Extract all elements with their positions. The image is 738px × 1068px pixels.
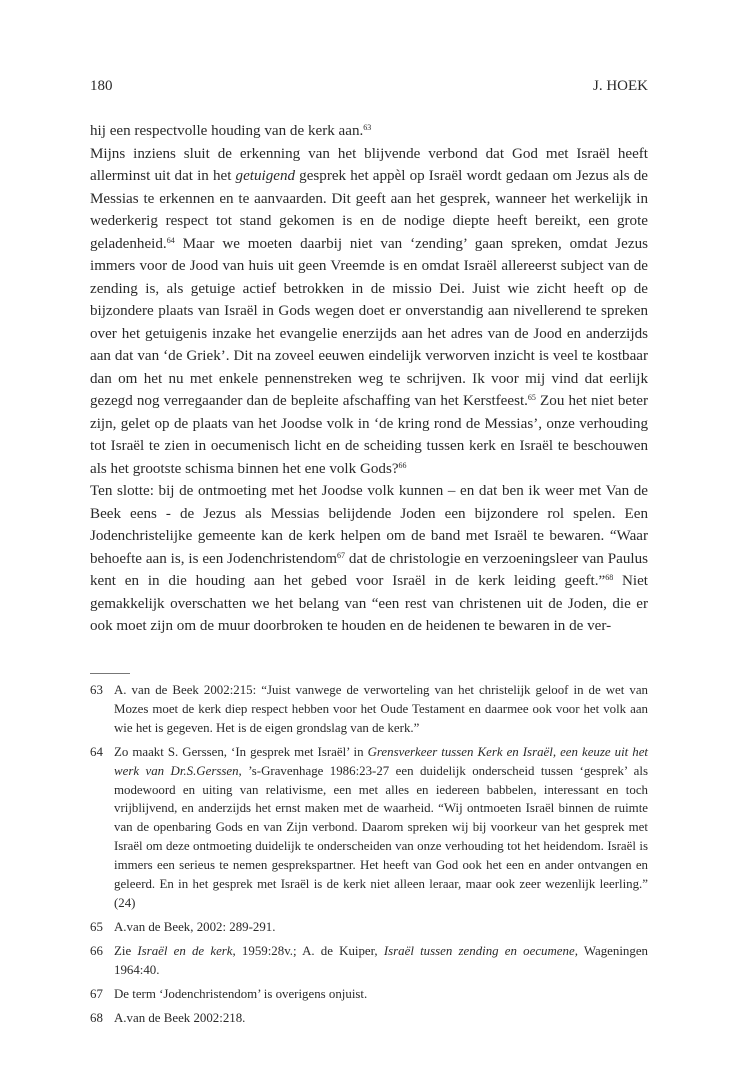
footnote-ref-65: 65 <box>527 393 536 402</box>
text-run: De term ‘Jodenchristendom’ is overigens onjuist. <box>114 986 368 1001</box>
text-run: dat de christologie en verzoeningsleer van Paulus kent en in die houding aan het gebed voor Israël in de kerk leiding geeft.” <box>90 550 648 589</box>
footnote-text <box>114 681 648 738</box>
paragraph-2 <box>90 143 648 481</box>
paragraph-3 <box>90 480 648 638</box>
body-text <box>90 120 648 638</box>
footnote-text <box>114 1009 648 1028</box>
footnote-ref-66: 66 <box>398 460 407 470</box>
footnote-number: 66 <box>90 943 103 958</box>
text-run: ’s-Gravenhage 1986:23-27 een duidelijk onderscheid tussen ‘gesprek’ als modewoord en uiting van relativisme, een met alles en iedereen babbelen, interessant en toch vrijblijvend, en anderzijds het ernst maken met de waarheid. “Wij ontmoeten Israël binnen de ruimte van de openbaring Gods en van Zijn verbond. Daarom spreken wij bij voorkeur van het gesprek met Israël om deze ontmoeting duidelijk te onderscheiden van onze verhouding tot het heidendom. Israël is immers een serieus te nemen gesprekspartner. Het heeft van God ook het een en ander ontvangen en geleerd. En in het gesprek met Israël is de kerk niet alleen leraar, maar ook zeer wezenlijk leerling.” (24) <box>114 763 649 910</box>
footnote-64 <box>90 743 648 913</box>
footnote-67 <box>90 985 648 1004</box>
text-run: gesprek het appèl op Israël wordt gedaan om Jezus als de Messias te erkennen en te aanvaarden. Dit geeft aan het gesprek, wanneer het werkelijk in wederkerig respect tot stand gekomen is en de nodige diepte heeft bereikt, een grote geladenheid. <box>90 168 648 252</box>
footnote-65 <box>90 918 648 937</box>
footnote-divider <box>90 673 130 674</box>
italic-run: Israël en de kerk, <box>137 943 236 958</box>
text-run: 1959:28v.; A. de Kuiper, <box>235 943 384 958</box>
text-run: Zou het niet beter zijn, gelet op de plaats van het Joodse volk in ‘de kring rond de Messias’, onze verhouding tot Israël te zien in oecumenisch licht en de scheiding tussen kerk en Israël te beschouwen als het grootste schisma binnen het ene volk Gods? <box>90 393 648 477</box>
footnote-text <box>114 942 648 980</box>
text-run: Zie <box>114 943 138 958</box>
footnote-text <box>114 918 648 937</box>
footnote-number: 63 <box>90 683 103 697</box>
footnote-68 <box>90 1009 648 1028</box>
italic-run: Grensverkeer tussen Kerk en Israël, een keuze uit het werk van Dr.S.Gerssen, <box>114 744 648 778</box>
footnote-ref-63: 63 <box>363 123 372 132</box>
text-run: hij een respectvolle houding van de kerk aan. <box>90 123 364 139</box>
footnote-number: 67 <box>90 986 103 1001</box>
footnote-number: 64 <box>90 744 103 759</box>
text-run: Maar we moeten daarbij niet van ‘zending’ gaan spreken, omdat Jezus immers voor de Jood van huis uit geen Vreemde is en omdat Israël allereerst subject van de zending is, als getuige actief betrokken in de missio Dei. Juist wie zicht heeft op de bijzondere plaats van Israël in Gods wegen doet er onverstandig aan nivellerend te spreken over het getuigenis inzake het evangelie enerzijds aan het adres van de Jood en anderzijds aan dat van ‘de Griek’. Dit na zoveel eeuwen eindelijk verworven inzicht is veel te kostbaar dan om het nu met enkele pennenstreken weg te schrijven. Ik voor mij vind dat eerlijk gezegd nog verregaander dan de bepleite afschaffing van het Kerstfeest. <box>90 235 648 409</box>
italic-run: getuigend <box>235 168 296 184</box>
page-number: 180 <box>90 78 113 94</box>
text-run: A.van de Beek, 2002: 289-291. <box>114 919 276 934</box>
running-head-author: J. HOEK <box>593 78 648 94</box>
running-header <box>90 78 648 100</box>
footnote-number: 68 <box>90 1010 103 1025</box>
footnote-ref-67: 67 <box>337 550 346 560</box>
text-run: Niet gemakkelijk overschatten we het belang van “een rest van christenen uit de Joden, die er ook moet zijn om de muur doorbroken te houden en de heidenen te bewaren in de ver- <box>90 573 648 634</box>
footnote-text <box>114 743 648 913</box>
footnote-text <box>114 985 648 1004</box>
footnotes <box>90 681 648 1032</box>
text-run: Zo maakt S. Gerssen, ‘In gesprek met Israël’ in <box>114 744 368 759</box>
footnote-66 <box>90 942 648 980</box>
footnote-ref-68: 68 <box>605 573 614 582</box>
text-run: Wageningen 1964:40. <box>114 943 648 977</box>
text-run: Ten slotte: bij de ontmoeting met het Joodse volk kunnen – en dat ben ik weer met Van de Beek eens - de Jezus als Messias belijdende Joden een bijzondere rol spelen. Een Jodenchristelijke gemeente kan de kerk helpen om de band met Israël te bewaren. “Waar behoefte aan is, is een Jodenchristendom <box>90 483 648 567</box>
text-run: Mijns inziens sluit de erkenning van het blijvende verbond dat God met Israël heeft allerminst uit dat in het <box>90 145 648 184</box>
footnote-number: 65 <box>90 919 103 934</box>
text-run: A.van de Beek 2002:218. <box>114 1010 246 1025</box>
text-run: A. van de Beek 2002:215: “Juist vanwege de verworteling van het christelijk geloof in de wet van Mozes moet de kerk diep respect hebben voor het Oude Testament en daarmee ook voor het volk aan wie het is gegeven. Het is de eigen grondslag van de kerk.” <box>114 683 648 735</box>
footnote-ref-64: 64 <box>166 235 175 245</box>
italic-run: Israël tussen zending en oecumene, <box>383 943 578 958</box>
paragraph-1 <box>90 120 648 143</box>
footnote-63 <box>90 681 648 738</box>
